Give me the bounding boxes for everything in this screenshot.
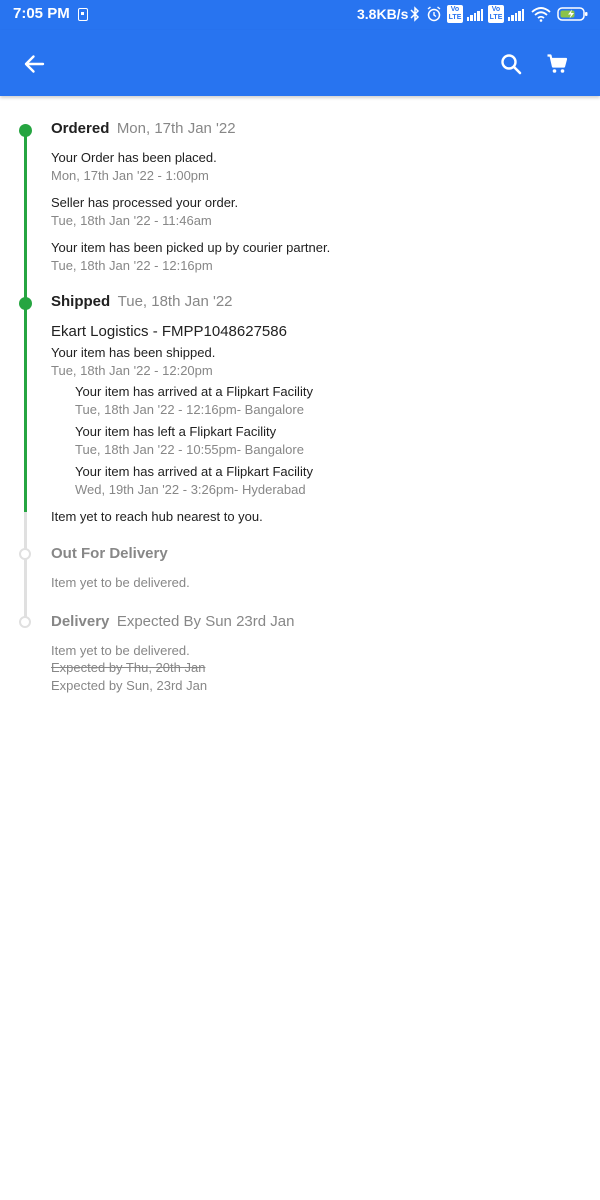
search-icon[interactable] bbox=[493, 46, 529, 82]
timeline-line-complete bbox=[24, 130, 27, 512]
delivery-text: Item yet to be delivered. bbox=[51, 643, 190, 658]
timeline-line-pending bbox=[24, 512, 27, 621]
shipped-stage-header bbox=[51, 293, 233, 311]
signal-icon bbox=[507, 5, 525, 23]
old-expected-date: Expected by Thu, 20th Jan bbox=[51, 660, 206, 675]
event-time: Mon, 17th Jan '22 - 1:00pm bbox=[51, 168, 209, 183]
out-for-delivery-title: Out For Delivery bbox=[51, 545, 168, 562]
event-text: Your item has been shipped. bbox=[51, 345, 216, 360]
delivery-stage-header bbox=[51, 613, 294, 631]
sub-event-text: Your item has arrived at a Flipkart Facility bbox=[75, 384, 313, 399]
event-text: Your item has been picked up by courier partner. bbox=[51, 240, 331, 255]
event-time: Tue, 18th Jan '22 - 12:16pm bbox=[51, 258, 213, 273]
alarm-icon bbox=[425, 5, 443, 23]
delivery-status-dot bbox=[19, 616, 31, 628]
shipped-title: Shipped bbox=[51, 293, 111, 310]
sub-event-time: Wed, 19th Jan '22 - 3:26pm- Hyderabad bbox=[75, 482, 306, 497]
courier-tracking-id[interactable]: Ekart Logistics - FMPP1048627586 bbox=[51, 323, 287, 340]
event-text: Seller has processed your order. bbox=[51, 195, 239, 210]
signal-icon bbox=[466, 5, 484, 23]
sub-event-text: Your item has left a Flipkart Facility bbox=[75, 424, 277, 439]
wifi-icon bbox=[531, 5, 551, 23]
volte-icon: Vo LTE bbox=[489, 6, 503, 21]
out-for-delivery-text: Item yet to be delivered. bbox=[51, 575, 190, 590]
delivery-title: Delivery bbox=[51, 613, 110, 630]
ordered-stage-header bbox=[51, 120, 236, 138]
network-speed: 3.8KB/s bbox=[357, 6, 409, 22]
cart-icon[interactable] bbox=[539, 46, 575, 82]
event-time: Tue, 18th Jan '22 - 11:46am bbox=[51, 213, 212, 228]
ordered-date: Mon, 17th Jan '22 bbox=[116, 120, 236, 137]
bluetooth-icon bbox=[409, 5, 421, 23]
event-text: Your Order has been placed. bbox=[51, 150, 217, 165]
delivery-expected-date: Expected By Sun 23rd Jan bbox=[116, 613, 295, 630]
shipped-status-dot bbox=[19, 297, 32, 310]
sub-event-time: Tue, 18th Jan '22 - 10:55pm- Bangalore bbox=[75, 442, 304, 457]
shipped-footer-text: Item yet to reach hub nearest to you. bbox=[51, 509, 263, 524]
volte-icon: Vo LTE bbox=[448, 6, 462, 21]
status-time: 7:05 PM bbox=[13, 5, 70, 22]
battery-charging-icon bbox=[556, 5, 590, 23]
app-header bbox=[0, 30, 600, 96]
sub-event-text: Your item has arrived at a Flipkart Facility bbox=[75, 464, 313, 479]
ordered-title: Ordered bbox=[51, 120, 110, 137]
ordered-status-dot bbox=[19, 124, 32, 137]
sub-event-time: Tue, 18th Jan '22 - 12:16pm- Bangalore bbox=[75, 402, 304, 417]
new-expected-date: Expected by Sun, 23rd Jan bbox=[51, 678, 208, 693]
event-time: Tue, 18th Jan '22 - 12:20pm bbox=[51, 363, 213, 378]
status-bar bbox=[0, 0, 600, 30]
shipped-date: Tue, 18th Jan '22 bbox=[117, 293, 233, 310]
back-arrow-icon[interactable] bbox=[16, 46, 52, 82]
notification-icon bbox=[78, 8, 88, 21]
out-for-delivery-status-dot bbox=[19, 548, 31, 560]
